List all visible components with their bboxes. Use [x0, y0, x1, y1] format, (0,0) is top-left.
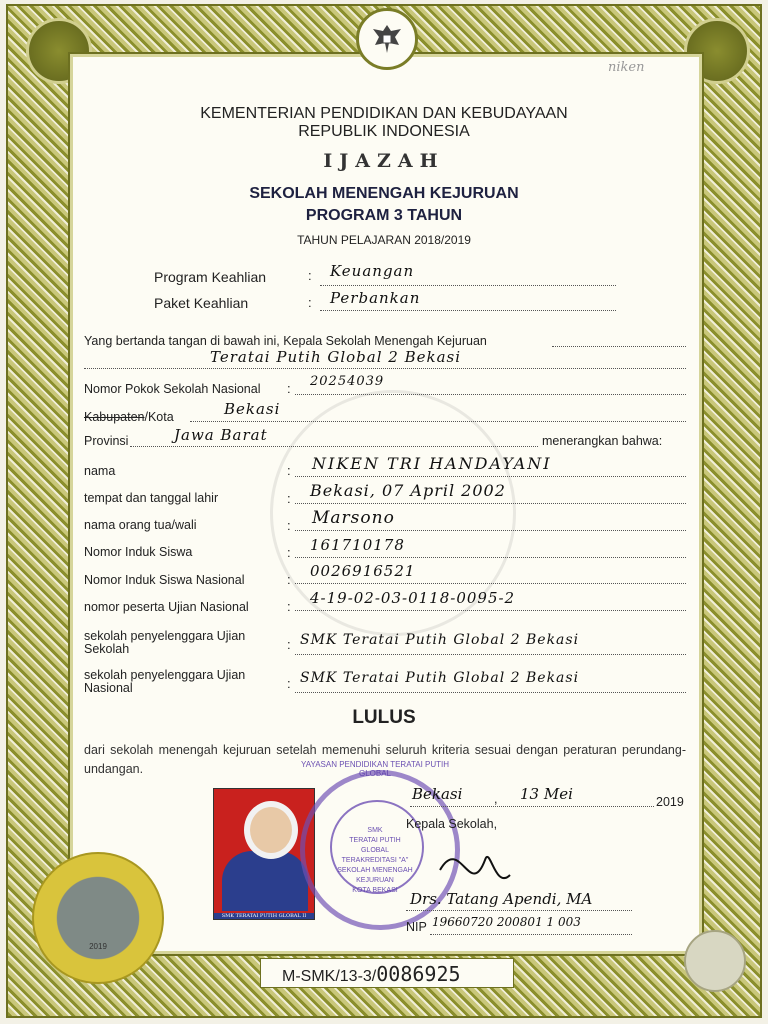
provinsi-value: Jawa Barat: [174, 426, 268, 444]
kota-value: Bekasi: [224, 400, 281, 418]
serial-number: M-SMK/13-3/0086925: [282, 962, 461, 986]
school-year: TAHUN PELAJARAN 2018/2019: [297, 233, 471, 247]
small-seal: [684, 930, 746, 992]
closing-text: dari sekolah menengah kejuruan setelah memenuhi seluruh kriteria sesuai dengan peraturan perundang-undangan.: [84, 743, 686, 776]
npsn-label: Nomor Pokok Sekolah Nasional: [84, 382, 261, 396]
field-label: sekolah penyelenggara Ujian Sekolah: [84, 629, 246, 656]
provinsi-label: Provinsi: [84, 434, 129, 448]
parent-value: Marsono: [312, 508, 395, 528]
stamp-text: SMK TERATAI PUTIH GLOBAL TERAKREDITASI "A" SEKOLAH MENENGAH KEJURUAN KOTA BEKASI: [337, 827, 413, 894]
handwritten-note: niken: [608, 60, 645, 75]
nis-value: 161710178: [310, 536, 405, 554]
un-number-value: 4-19-02-03-0118-0095-2: [310, 589, 516, 607]
field-label: tempat dan tanggal lahir: [84, 491, 219, 505]
hologram-seal: 2019: [32, 852, 164, 984]
nisn-value: 0026916521: [310, 562, 416, 580]
field-label: nama orang tua/wali: [84, 518, 197, 532]
document-title: IJAZAH: [323, 150, 445, 172]
sign-year: 2019: [656, 795, 684, 809]
school-type-heading: SEKOLAH MENENGAH KEJURUAN PROGRAM 3 TAHUN: [249, 185, 519, 224]
stamp-outer-text: YAYASAN PENDIDIKAN TERATAI PUTIH GLOBAL: [300, 760, 450, 778]
exam-school-value: SMK Teratai Putih Global 2 Bekasi: [300, 632, 580, 648]
header-ministry: KEMENTERIAN PENDIDIKAN DAN KEBUDAYAAN REPUBLIK INDONESIA: [200, 105, 568, 140]
paket-keahlian-value: Perbankan: [330, 289, 421, 307]
nip-value: 19660720 200801 1 003: [432, 915, 581, 929]
sign-role: Kepala Sekolah,: [406, 817, 498, 831]
field-label: sekolah penyelenggara Ujian Nasional: [84, 668, 246, 695]
sign-date: 13 Mei: [520, 785, 573, 803]
ijazah-document: niken KEMENTERIAN PENDIDIKAN DAN KEBUDAYAAN REPUBLIK INDONESIA IJAZAH SEKOLAH MENENGAH KEJURUAN PROGRAM 3 TAHUN TAHUN PELAJARAN 2018/2019 Program Keahlian : Keuangan Paket Keahlian : Perbankan Yang bertanda tangan di bawah ini, Kepala Sekolah Menengah Kejuruan Teratai Putih Global 2 Bekasi Nomor Pokok Sekolah Nasional : 20254039 Kabupaten/Kota Bekasi Provinsi Jawa Barat menerangkan bahwa: nama : NIKEN TRI HANDAYANI tempat dan tanggal lahir : Bekasi, 07 April 2002 nama orang tua/wali : Marsono Nomor Induk Siswa : 161710178 Nomor Induk Siswa Nasional : 0026916521 nomor peserta Ujian Nasional : 4-19-02-03-0118-0095-2 sekolah penyelenggara Ujian Sekolah : SMK Teratai Putih Global 2 Bekasi sekolah penyelenggara Ujian Nasional : SMK Teratai Putih Global 2 Bekasi LULUS dari sekolah menengah kejuruan setelah memenuhi seluruh kriteria sesuai dengan peraturan perundang-undangan. SMK TERATAI PUTIH GLOBAL II SMK TERATAI PUTIH GLOBAL TERAKREDITASI "A" SEKOLAH MENENGAH KEJURUAN KOTA BEKASI YAYASAN PENDIDIKAN TERATAI PUTIH GLOBAL Bekasi , 13 Mei 2019 Kepala Sekolah, Drs. Tatang Apendi, MA NIP 19660720 200801 1 003 2019 M-SMK/13-3/0086925: [0, 0, 768, 1024]
field-label: nama: [84, 464, 116, 478]
field-label: Nomor Induk Siswa Nasional: [84, 573, 245, 587]
student-photo: SMK TERATAI PUTIH GLOBAL II: [213, 788, 315, 920]
student-name-value: NIKEN TRI HANDAYANI: [312, 454, 552, 473]
program-keahlian-value: Keuangan: [330, 262, 415, 280]
npsn-value: 20254039: [310, 374, 385, 389]
nip-label: NIP: [406, 920, 427, 934]
garuda-emblem-icon: [356, 8, 418, 70]
sign-place: Bekasi: [412, 785, 463, 803]
menerangkan-bahwa: menerangkan bahwa:: [542, 434, 663, 448]
field-label: nomor peserta Ujian Nasional: [84, 600, 249, 614]
program-keahlian-label: Program Keahlian: [154, 269, 267, 285]
intro-text: Yang bertanda tangan di bawah ini, Kepala Sekolah Menengah Kejuruan: [84, 334, 487, 348]
field-label: Nomor Induk Siswa: [84, 545, 193, 559]
birth-value: Bekasi, 07 April 2002: [310, 481, 506, 500]
sign-name: Drs. Tatang Apendi, MA: [410, 890, 593, 908]
result-lulus: LULUS: [352, 707, 416, 728]
paket-keahlian-label: Paket Keahlian: [154, 295, 249, 311]
exam-school-un-value: SMK Teratai Putih Global 2 Bekasi: [300, 670, 580, 686]
school-name-value: Teratai Putih Global 2 Bekasi: [210, 348, 462, 366]
kota-label: Kabupaten/Kota: [84, 410, 174, 424]
